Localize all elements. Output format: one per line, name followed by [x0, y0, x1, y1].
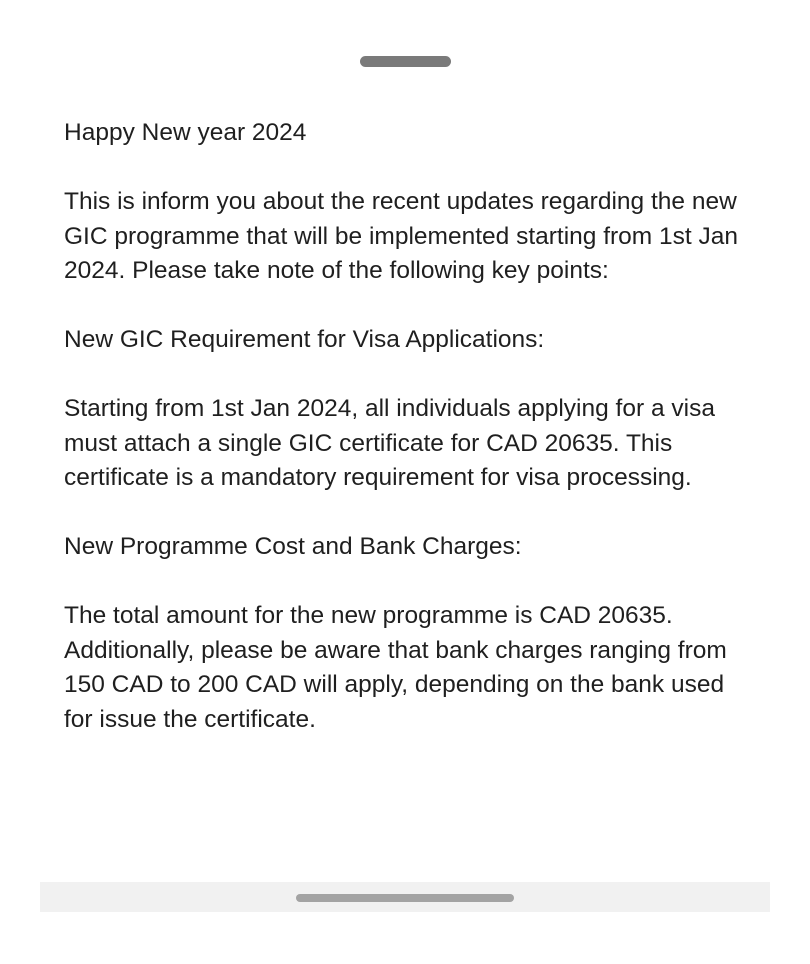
section-heading-visa-requirement: New GIC Requirement for Visa Applications:	[64, 326, 545, 353]
message-intro: This is inform you about the recent updates regarding the new GIC programme that will be implemented starting from 1st Jan 2024. Please take note of the following key points:	[64, 188, 739, 284]
message-body	[64, 116, 754, 737]
message-greeting: Happy New year 2024	[64, 119, 307, 146]
sheet-drag-handle[interactable]	[360, 56, 451, 67]
section-body-visa-requirement: Starting from 1st Jan 2024, all individuals applying for a visa must attach a single GIC certificate for CAD 20635. This certificate is a mandatory requirement for visa processing.	[64, 395, 715, 491]
section-heading-programme-cost: New Programme Cost and Bank Charges:	[64, 533, 522, 560]
home-indicator[interactable]	[296, 894, 514, 902]
section-body-programme-cost: The total amount for the new programme is CAD 20635. Additionally, please be aware that bank charges ranging from 150 CAD to 200 CAD will apply, depending on the bank used for issue the certificate.	[64, 602, 727, 733]
